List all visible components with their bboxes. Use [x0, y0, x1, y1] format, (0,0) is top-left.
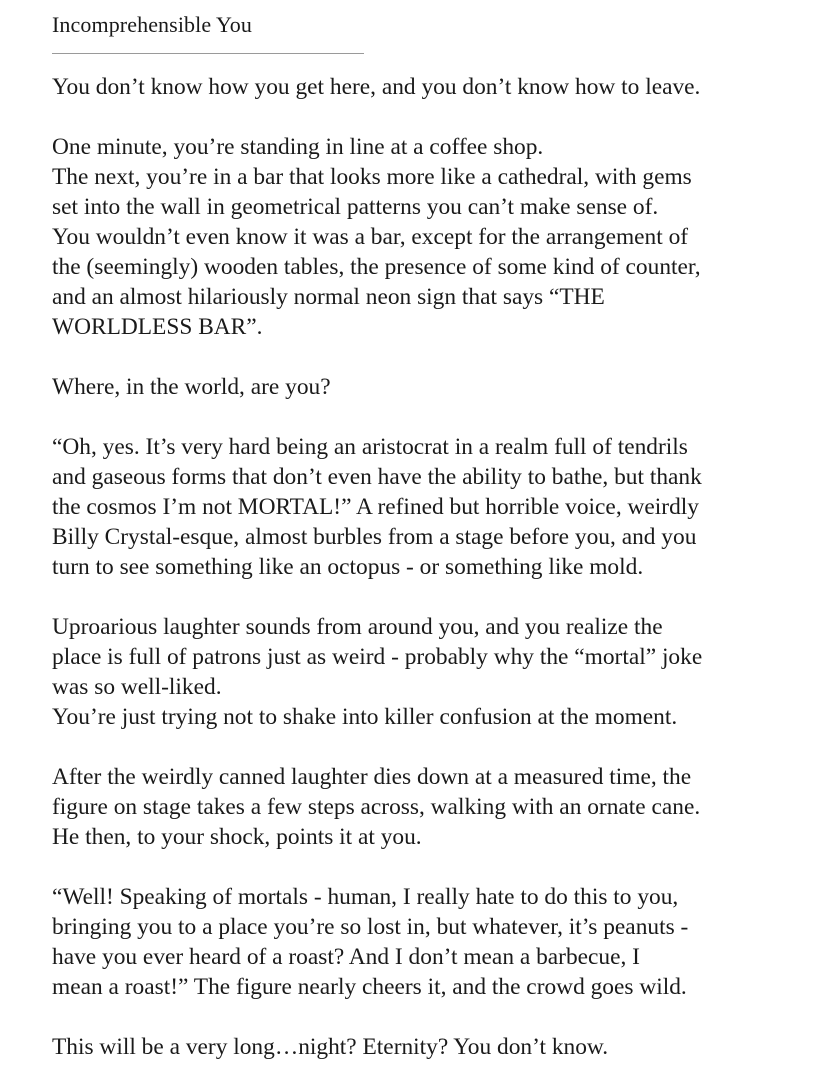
text-line: After the weirdly canned laughter dies down at a measured time, the	[52, 764, 692, 790]
text-line: mean a roast!” The figure nearly cheers it, and the crowd goes wild.	[52, 974, 687, 1000]
text-line: the cosmos I’m not MORTAL!” A refined but horrible voice, weirdly	[52, 494, 699, 520]
story-body	[52, 72, 792, 1062]
text-line: the (seemingly) wooden tables, the presence of some kind of counter,	[52, 254, 701, 280]
paragraph	[52, 612, 792, 732]
text-line: This will be a very long…night? Eternity? You don’t know.	[52, 1034, 609, 1060]
text-line: You wouldn’t even know it was a bar, except for the arrangement of	[52, 224, 689, 250]
text-line: figure on stage takes a few steps across, walking with an ornate cane.	[52, 794, 701, 820]
text-line: You’re just trying not to shake into killer confusion at the moment.	[52, 704, 678, 730]
text-line: “Well! Speaking of mortals - human, I really hate to do this to you,	[52, 884, 679, 910]
text-line: One minute, you’re standing in line at a coffee shop.	[52, 134, 544, 160]
text-line: bringing you to a place you’re so lost in, but whatever, it’s peanuts -	[52, 914, 689, 940]
text-line: place is full of patrons just as weird - probably why the “mortal” joke	[52, 644, 703, 670]
document-title: Incomprehensible You	[52, 12, 252, 37]
text-line: and gaseous forms that don’t even have the ability to bathe, but thank	[52, 464, 702, 490]
paragraph	[52, 1032, 792, 1062]
paragraph	[52, 132, 792, 342]
text-line: Billy Crystal-esque, almost burbles from a stage before you, and you	[52, 524, 697, 550]
document-page	[52, 10, 792, 1062]
paragraph	[52, 882, 792, 1002]
text-line: WORLDLESS BAR”.	[52, 314, 263, 340]
text-line: The next, you’re in a bar that looks more like a cathedral, with gems	[52, 164, 692, 190]
text-line: Where, in the world, are you?	[52, 374, 331, 400]
text-line: “Oh, yes. It’s very hard being an aristocrat in a realm full of tendrils	[52, 434, 688, 460]
paragraph	[52, 372, 792, 402]
text-line: He then, to your shock, points it at you.	[52, 824, 422, 850]
text-line: set into the wall in geometrical patterns you can’t make sense of.	[52, 194, 659, 220]
text-line: turn to see something like an octopus - or something like mold.	[52, 554, 644, 580]
text-line: and an almost hilariously normal neon sign that says “THE	[52, 284, 605, 310]
text-line: Uproarious laughter sounds from around you, and you realize the	[52, 614, 663, 640]
text-line: was so well-liked.	[52, 674, 222, 700]
title-divider	[52, 53, 364, 54]
paragraph	[52, 432, 792, 582]
text-line: have you ever heard of a roast? And I don’t mean a barbecue, I	[52, 944, 640, 970]
paragraph	[52, 762, 792, 852]
paragraph	[52, 72, 792, 102]
text-line: You don’t know how you get here, and you don’t know how to leave.	[52, 74, 701, 100]
